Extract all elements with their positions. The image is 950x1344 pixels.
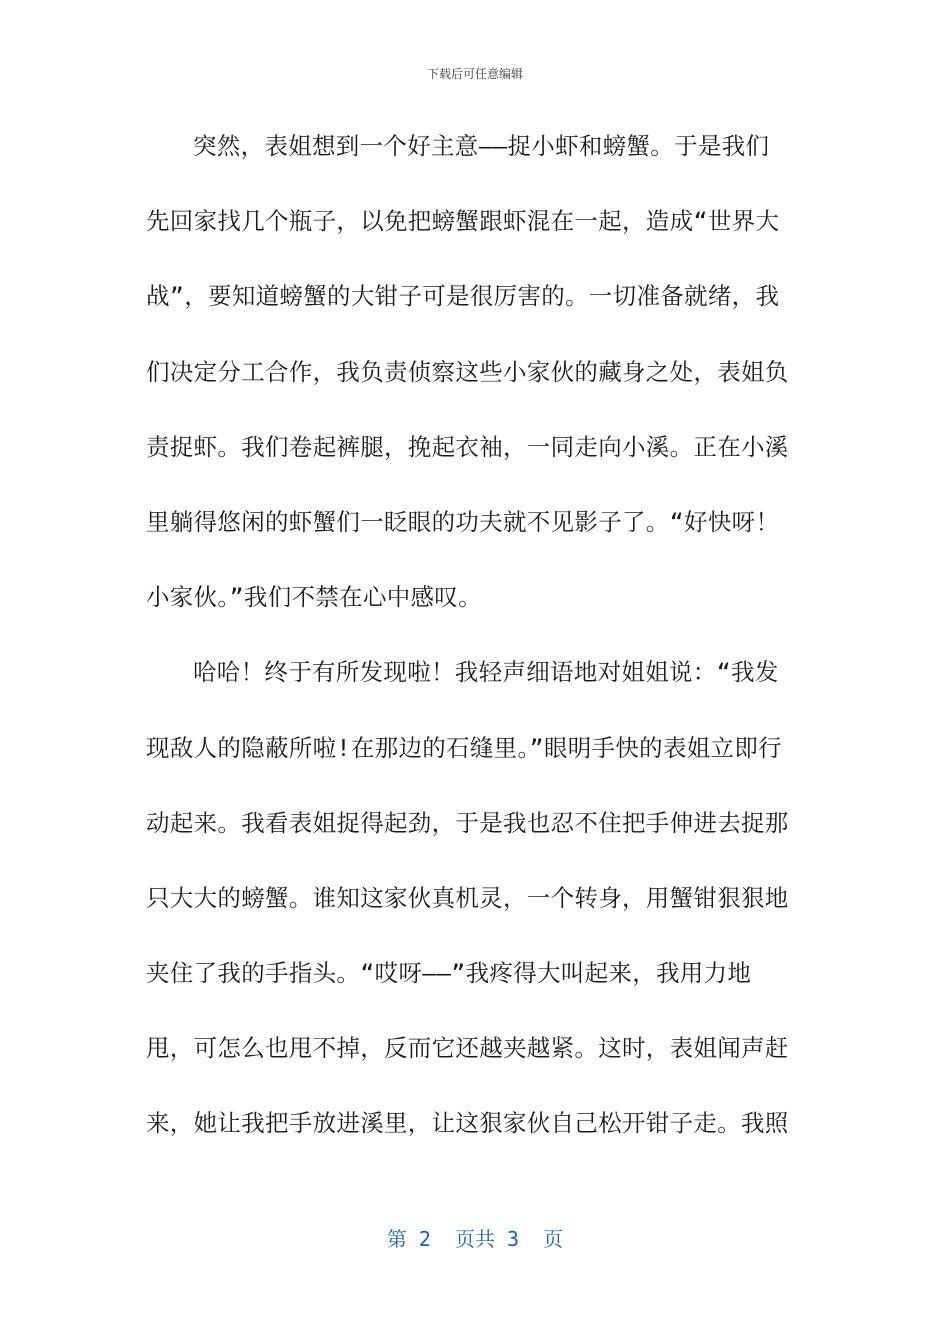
text-line: 来，她让我把手放进溪里，让这狠家伙自己松开钳子走。我照 [146, 1109, 789, 1138]
text-line: 们决定分工合作，我负责侦察这些小家伙的藏身之处，表姐负 [146, 357, 789, 386]
text-line: 小家伙。”我们不禁在心中感叹。 [146, 583, 482, 612]
text-line: 战”，要知道螃蟹的大钳子可是很厉害的。一切准备就绪，我 [146, 282, 780, 311]
text-line: 先回家找几个瓶子，以免把螃蟹跟虾混在一起，造成“世界大 [146, 207, 780, 236]
text-line: 责捉虾。我们卷起裤腿，挽起衣袖，一同走向小溪。正在小溪 [146, 432, 789, 461]
document-body [146, 126, 806, 1179]
page-header: 下载后可任意编辑 [426, 67, 523, 81]
text-line: 现敌人的隐蔽所啦!在那边的石缝里。”眼明手快的表姐立即行 [146, 733, 782, 762]
text-line: 甩，可怎么也甩不掉，反而它还越夹越紧。这时，表姐闻声赶 [146, 1034, 789, 1063]
text-line: 只大大的螃蟹。谁知这家伙真机灵，一个转身，用蟹钳狠狠地 [146, 883, 789, 912]
page-number-footer: 第 2 页共 3 页 [386, 1227, 564, 1251]
text-line: 夹住了我的手指头。“哎呀——”我疼得大叫起来，我用力地 [146, 959, 752, 988]
text-line: 动起来。我看表姐捉得起劲，于是我也忍不住把手伸进去捉那 [146, 808, 789, 837]
text-line: 哈哈！终于有所发现啦！我轻声细语地对姐姐说：“我发 [193, 658, 779, 687]
text-line: 突然，表姐想到一个好主意——捉小虾和螃蟹。于是我们 [193, 132, 770, 160]
text-line: 里躺得悠闲的虾蟹们一眨眼的功夫就不见影子了。“好快呀！ [146, 507, 780, 536]
